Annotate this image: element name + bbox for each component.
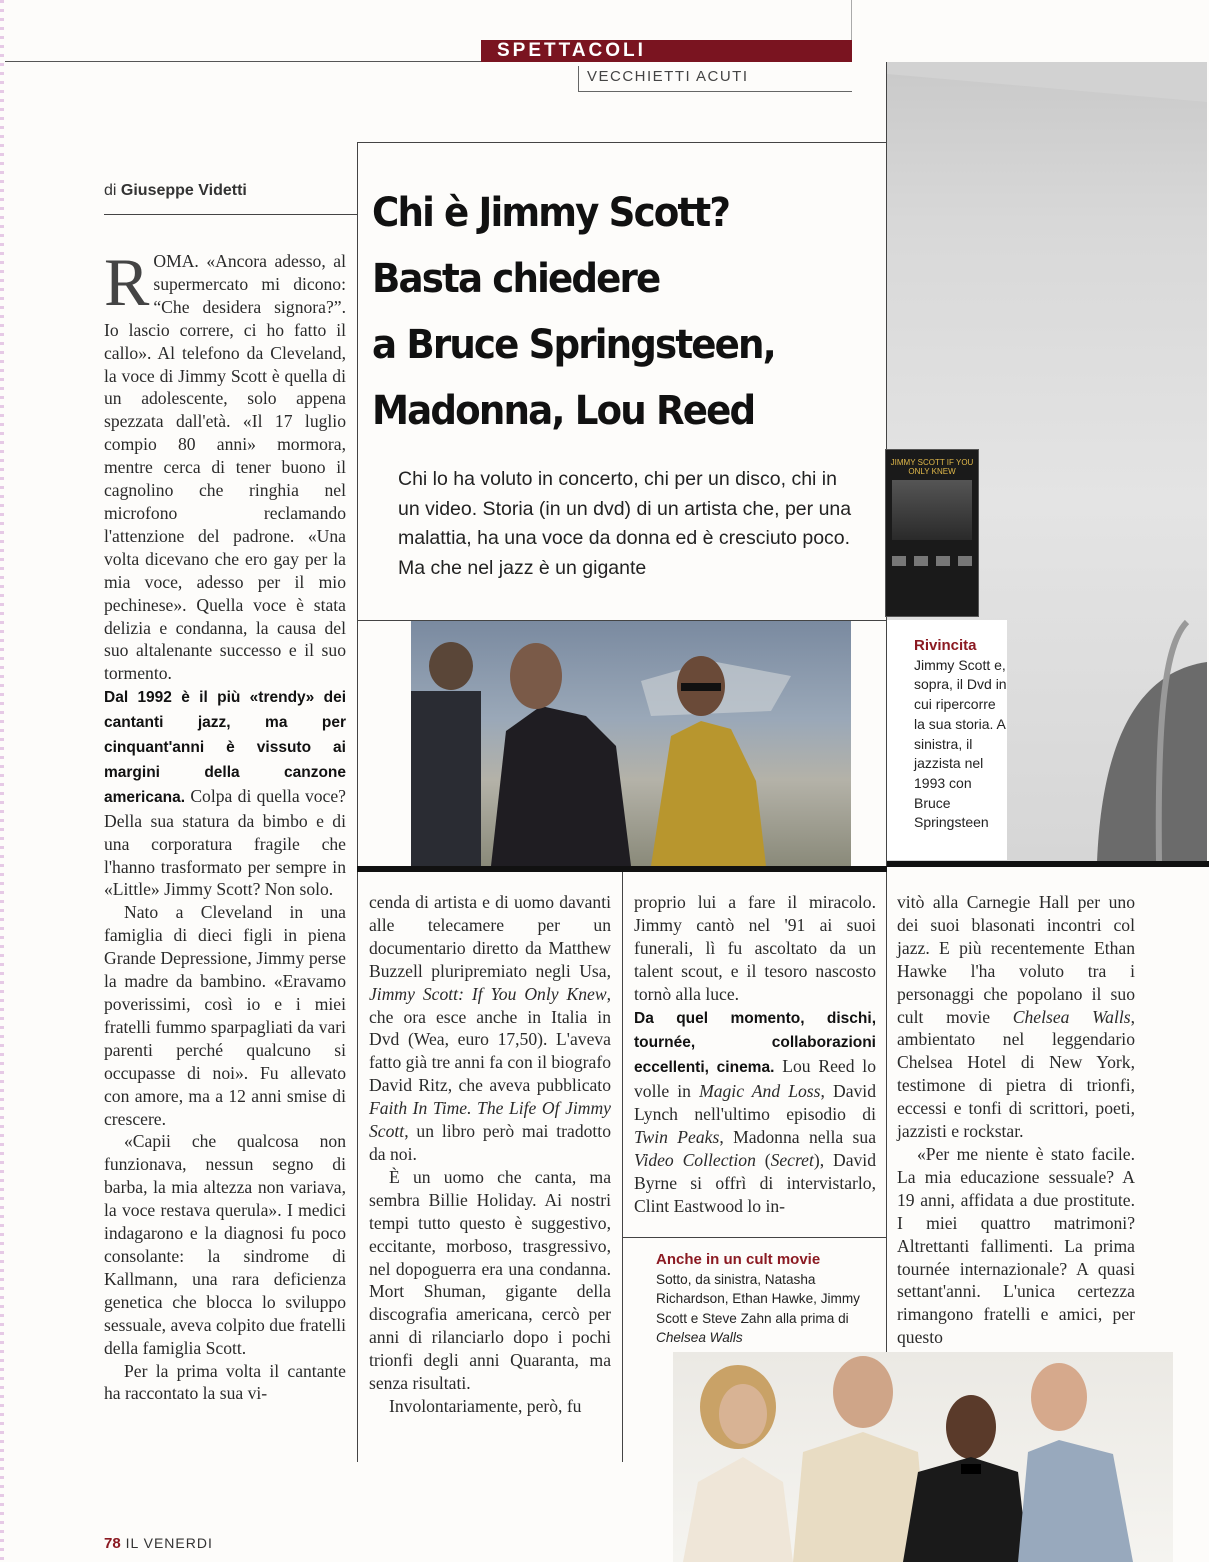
paragraph: Involontariamente, però, fu: [389, 1395, 582, 1416]
deck-subtitle: Chi lo ha voluto in concerto, chi per un disco, chi in un video. Storia (in un dvd) di un artista che, per una malattia, ha una voce da donna ed è cresciuto poco. Ma che nel jazz è un gigante: [398, 468, 852, 579]
series-title-ref: Twin Peaks: [634, 1127, 720, 1148]
caption-text: [656, 1270, 878, 1348]
paragraph: «Per me niente è stato facile. La mia educazione sessuale? A 19 anni, affidata a due prostitute. I miei quattro matrimoni? Altrettanti fallimenti. La prima tournée internazionale? A quasi settant'anni. L'unica certezza rimangono fratelli e amici, per questo: [897, 1143, 1135, 1348]
page-edge-marks: [0, 0, 4, 1562]
body-column-3: [634, 891, 876, 1218]
paragraph-text: , un libro però mai tradotto da noi.: [369, 1121, 611, 1164]
caption2-rule: [622, 1237, 887, 1238]
paragraph-text: vitò alla Carnegie Hall per uno dei suoi blasonati incontri col jazz. E più recentemente Ethan Hawke l'ha voluto tra i personaggi che popolano il suo cult movie: [897, 892, 1135, 1027]
body-column-2: [369, 891, 611, 1418]
paragraph-lead: Da quel momento, dischi, tournée, collaborazioni eccellenti, cinema.: [634, 1009, 876, 1077]
headline-line: Madonna, Lou Reed: [372, 388, 755, 434]
byline-prefix: di: [104, 182, 117, 199]
paragraph-lead: Dal 1992 è il più «trendy» dei cantanti jazz, ma per cinquant'anni è vissuto ai margini della canzone americana.: [104, 689, 346, 806]
paragraph: [634, 1006, 876, 1218]
paragraph-text: , Madonna nella sua: [719, 1127, 876, 1148]
dvd-scene: [892, 480, 972, 540]
photo-shapes: [411, 621, 851, 866]
drop-cap: R: [104, 244, 150, 320]
paragraph: [369, 891, 611, 1166]
book-title-ref: Faith In Time. The Life Of Jimmy Scott: [369, 1098, 611, 1142]
caption-rivincita: [914, 636, 1010, 833]
paragraph: Nato a Cleveland in una famiglia di dieci figli in piena Grande Depressione, Jimmy perse la madre da bambino. «Eravamo poverissimi, così io e i miei fratelli fummo sparpagliati da vari parenti perché qualcuno si occupasse di noi». Fu allevato con amore, ma a 12 anni smise di crescere.: [104, 902, 346, 1129]
body-column-4: [897, 891, 1135, 1349]
headline-line: a Bruce Springsteen,: [372, 322, 775, 368]
caption-text: Jimmy Scott e, sopra, il Dvd in cui ripercorre la sua storia. A sinistra, il jazzista nel 1993 con Bruce Springsteen: [914, 656, 1007, 831]
springsteen-photo: [411, 621, 851, 866]
headline-top-rule: [357, 142, 887, 143]
byline: [104, 182, 247, 200]
paragraph-text: cenda di artista e di uomo davanti alle telecamere per un documentario diretto da Matthew Buzzell pluripremiato negli Usa,: [369, 892, 611, 981]
paragraph: Per la prima volta il cantante ha raccontato la sua vi-: [104, 1360, 346, 1404]
page-footer: [104, 1535, 213, 1552]
paragraph-text: Lou Reed lo volle in: [634, 1056, 876, 1102]
paragraph-text: , David Lynch nell'ultimo episodio di: [634, 1081, 876, 1125]
body-column-1: [104, 244, 346, 1405]
caption-cult-movie: [656, 1250, 878, 1348]
dvd-thumbnails: [892, 556, 972, 566]
song-title-ref: Secret: [770, 1149, 814, 1170]
premiere-photo: [673, 1352, 1173, 1562]
byline-author: Giuseppe Videtti: [120, 182, 247, 199]
caption-film-title: Chelsea Walls: [656, 1330, 743, 1346]
video-title-ref: Video Collection: [634, 1149, 756, 1170]
paragraph-text: (: [755, 1149, 771, 1170]
dvd-cover-image: [885, 449, 979, 617]
paragraph: «Capii che qualcosa non funzionava, nessun segno di barba, la mia altezza non variava, la voce restava querula». I medici indagarono e la diagnosi fu poco consolante: la sindrome di Kallmann, una rara deficienza genetica che blocca lo sviluppo sessuale, aveva colpito due fratelli della famiglia Scott.: [104, 1131, 346, 1358]
paragraph: proprio lui a fare il miracolo. Jimmy cantò nel '91 ai suoi funerali, lì fu ascoltato da un talent scout, e il tesoro nascosto tornò alla luce.: [634, 892, 876, 1004]
photo-shapes: [673, 1352, 1173, 1562]
paragraph: È un uomo che canta, ma sembra Billie Holiday. Ai nostri tempi tutto questo è suggestivo, eccitante, morboso, trasgressivo, nel dopoguerra era una condanna. Mort Shuman, gigante della discografia americana, cercò per anni di rilanciarlo dopo i pochi trionfi degli anni Quaranta, ma senza risultati.: [369, 1166, 611, 1394]
column-divider-2: [622, 872, 623, 1462]
section-label: SPETTACOLI: [481, 40, 852, 62]
column-divider-1: [357, 142, 358, 1462]
headline-line: Basta chiedere: [372, 256, 660, 302]
portrait-bottom-bar: [887, 861, 1209, 867]
page-number: 78: [104, 1535, 121, 1552]
paragraph-text: , ambientato nel leggendario Chelsea Hotel di New York, testimone di pietra di trionfi, eccessi e tonfi di scrittori, poeti, jazzisti e rockstar.: [897, 1006, 1135, 1142]
column-divider-3: [886, 872, 887, 1362]
magazine-name: IL VENERDI: [125, 1535, 213, 1551]
film-title-ref: Chelsea Walls: [1012, 1006, 1131, 1027]
paragraph-text: Colpa di quella voce? Della sua statura da bimbo e di una corporatura fragile che l'hanno trasformato per sempre in «Little» Jimmy Scott? Non solo.: [104, 785, 346, 900]
caption-title: Rivincita: [914, 637, 977, 654]
paragraph: [897, 891, 1135, 1143]
album-title-ref: Magic And Loss: [699, 1081, 821, 1102]
paragraph-text: , che ora esce anche in Italia in Dvd (Wea, euro 17,50). L'aveva fatto già tre anni fa con il biografo David Ritz, che aveva pubblicato: [369, 983, 611, 1096]
paragraph: [104, 685, 346, 901]
dvd-title-ref: Jimmy Scott: If You Only Knew: [369, 983, 607, 1004]
subsection-label: VECCHIETTI ACUTI: [578, 66, 852, 92]
headline: [372, 180, 837, 444]
caption-title: Anche in un cult movie: [656, 1251, 821, 1268]
paragraph-text: OMA. «Ancora adesso, al supermercato mi dicono: “Che desidera signora?”. Io lascio correre, ci ho fatto il callo». Al telefono da Cleveland, la voce di Jimmy Scott è quella di un adolescente, solo appena spezzata dall'età. «Il 17 luglio compio 80 anni» mormora, mentre cerca di tener buono il cagnolino che ringhia nel microfono reclamando l'attenzione del padrone. «Una volta dicevano che ero gay per la mia voce, adesso per il mio pechinese». Quella voce è stata delizia e condanna, la causa del suo altalenante successo e il suo tormento.: [104, 251, 346, 684]
paragraph-text: ), David Byrne si offrì di intervistarlo, Clint Eastwood lo in-: [634, 1149, 876, 1216]
headline-line: Chi è Jimmy Scott?: [372, 190, 730, 236]
caption-text-part: Sotto, da sinistra, Natasha Richardson, Ethan Hawke, Jimmy Scott e Steve Zahn alla prima di: [656, 1271, 860, 1326]
paragraph: [104, 244, 346, 685]
dvd-title: JIMMY SCOTT IF YOU ONLY KNEW: [890, 458, 974, 476]
byline-rule: [104, 214, 357, 215]
photo-bottom-bar: [357, 866, 887, 872]
